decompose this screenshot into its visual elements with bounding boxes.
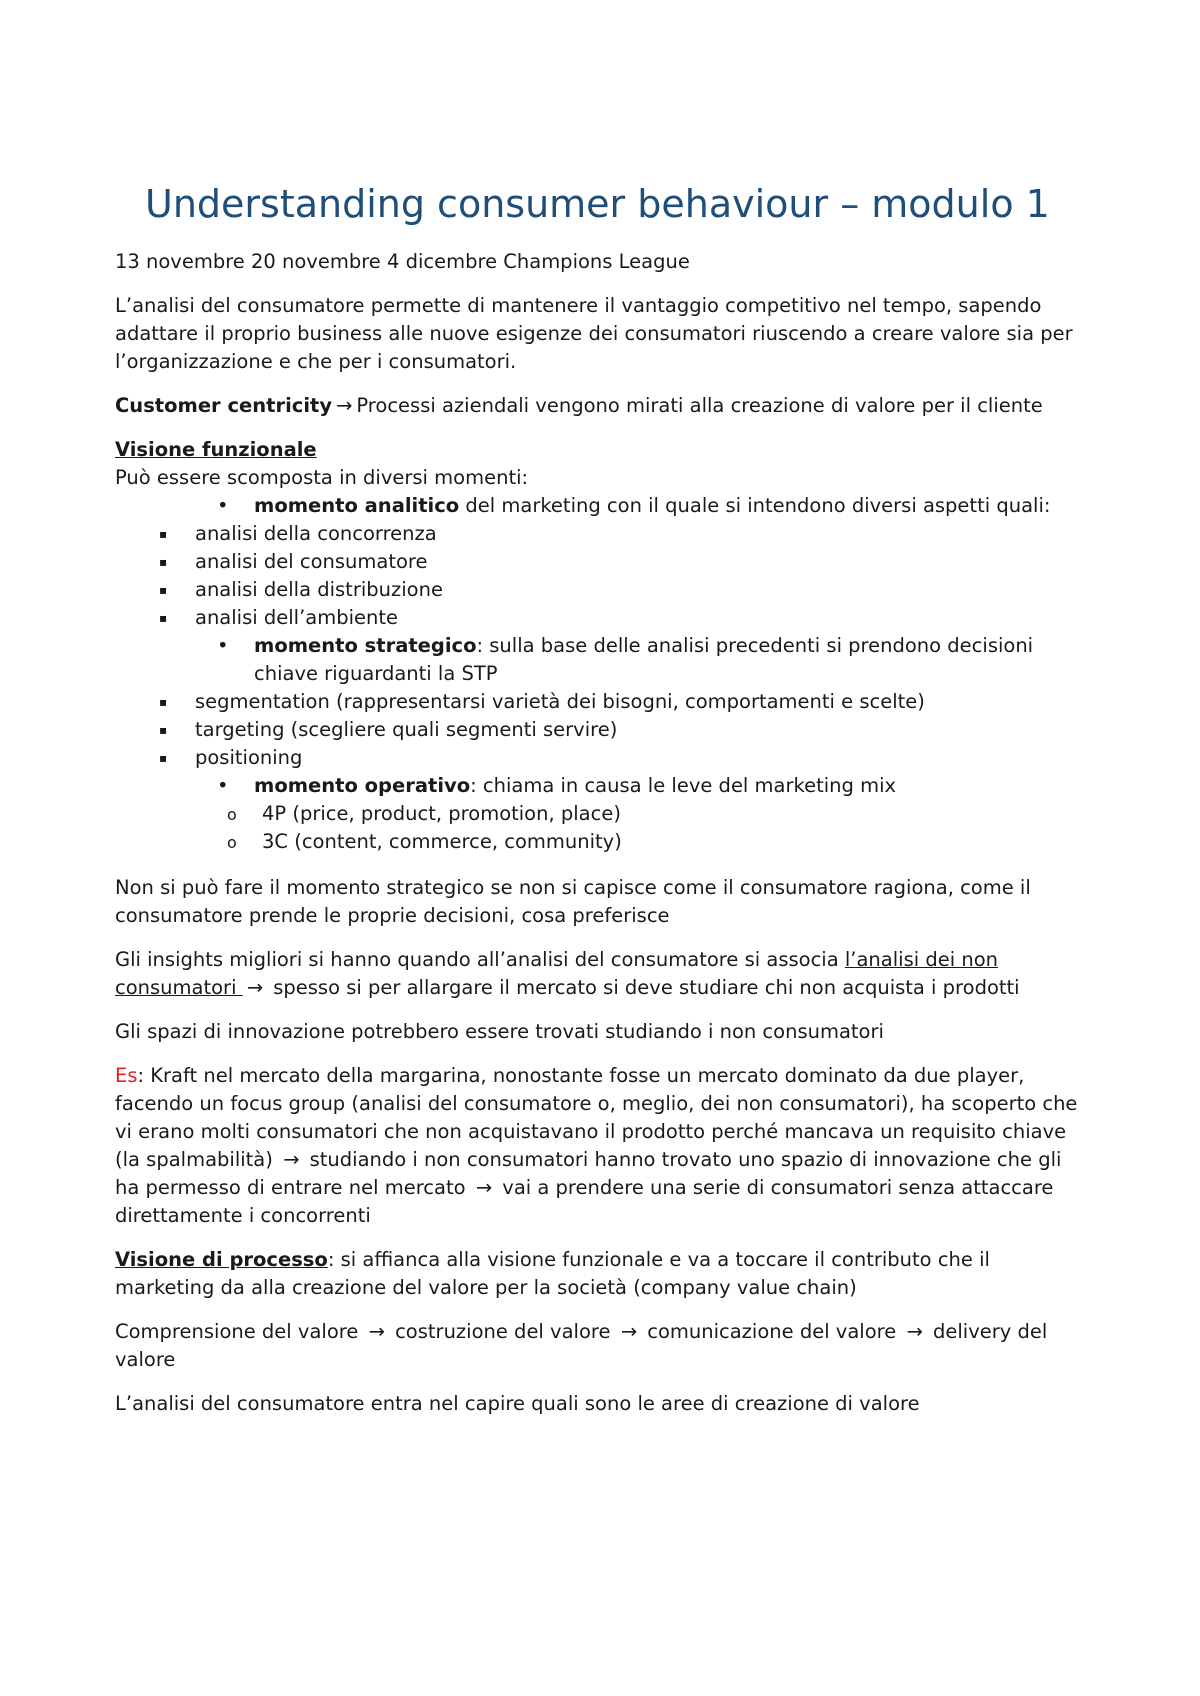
value-chain-paragraph (115, 1318, 1090, 1374)
bullet-square-icon: ▪ (159, 555, 168, 569)
example-paragraph (115, 1062, 1090, 1230)
list-item-momento-strategico (115, 632, 1090, 688)
chain-step: costruzione del valore (388, 1320, 617, 1343)
bullet-square-icon: ▪ (159, 751, 168, 765)
strategico-paragraph: Non si può fare il momento strategico se non si capisce come il consumatore ragiona, come il consumatore prende le proprie decisioni, cosa preferisce (115, 876, 1031, 927)
list-item (115, 520, 1090, 548)
list-item-momento-operativo (115, 772, 1090, 800)
list-item (115, 800, 1090, 828)
arrow-right-icon: → (246, 976, 264, 999)
list-item-text: positioning (195, 746, 303, 769)
arrow-right-icon: → (620, 1320, 638, 1343)
list-item (115, 548, 1090, 576)
arrow-right-icon: → (475, 1176, 493, 1199)
momento-analitico-label: momento analitico (254, 494, 460, 517)
momento-strategico-label: momento strategico (254, 634, 477, 657)
visione-funzionale-intro: Può essere scomposta in diversi momenti: (115, 466, 529, 489)
bullet-dot-icon: • (217, 774, 229, 797)
list-item (115, 688, 1090, 716)
bullet-circle-icon: o (227, 833, 237, 852)
list-item-text: 4P (price, product, promotion, place) (262, 802, 621, 825)
momento-strategico-text: : sulla base delle analisi precedenti si prendono decisioni chiave riguardanti la STP (254, 634, 1034, 685)
list-item (115, 828, 1090, 856)
list-item-momento-analitico (115, 492, 1090, 520)
list-item-text: targeting (scegliere quali segmenti servire) (195, 718, 618, 741)
chain-step: Comprensione del valore (115, 1320, 365, 1343)
insights-paragraph (115, 946, 1090, 1002)
arrow-right-icon: → (336, 394, 353, 417)
list-item-text: analisi della concorrenza (195, 522, 437, 545)
list-item-text: 3C (content, commerce, community) (262, 830, 622, 853)
list-item (115, 576, 1090, 604)
intro-paragraph: L’analisi del consumatore permette di mantenere il vantaggio competitivo nel tempo, sapendo adattare il proprio business alle nuove esigenze dei consumatori riuscendo a creare valore sia per l’organizzazione e che per i consumatori. (115, 294, 1073, 373)
list-item (115, 744, 1090, 772)
visione-funzionale-title: Visione funzionale (115, 438, 317, 461)
dates-line: 13 novembre 20 novembre 4 dicembre Champions League (115, 250, 690, 273)
list-item-text: analisi della distribuzione (195, 578, 443, 601)
customer-centricity-label: Customer centricity (115, 394, 333, 417)
insights-text-b: spesso si per allargare il mercato si deve studiare chi non acquista i prodotti (267, 976, 1020, 999)
example-text-c: vai a prendere una serie di consumatori senza attaccare direttamente i concorrenti (115, 1176, 1054, 1227)
momento-operativo-label: momento operativo (254, 774, 471, 797)
chain-step: comunicazione del valore (641, 1320, 903, 1343)
visione-processo-paragraph (115, 1246, 1090, 1302)
list-item-text: analisi del consumatore (195, 550, 428, 573)
arrow-right-icon: → (906, 1320, 923, 1343)
bullet-square-icon: ▪ (159, 527, 168, 541)
visione-funzionale-heading (115, 436, 1090, 464)
last-paragraph: L’analisi del consumatore entra nel capire quali sono le aree di creazione di valore (115, 1392, 920, 1415)
page-title: Understanding consumer behaviour – modulo 1 (145, 182, 1050, 226)
customer-centricity-paragraph (115, 392, 1090, 420)
visione-processo-text: : si affianca alla visione funzionale e va a toccare il contributo che il marketing da alla creazione del valore per la società (company value chain) (115, 1248, 990, 1299)
bullet-circle-icon: o (227, 805, 237, 824)
bullet-square-icon: ▪ (159, 583, 168, 597)
spazi-paragraph: Gli spazi di innovazione potrebbero essere trovati studiando i non consumatori (115, 1020, 884, 1043)
bullet-dot-icon: • (217, 634, 229, 657)
visione-processo-title: Visione di processo (115, 1248, 328, 1271)
list-item-text: segmentation (rappresentarsi varietà dei bisogni, comportamenti e scelte) (195, 690, 925, 713)
non-consumatori-link: l’analisi dei non consumatori (115, 948, 998, 999)
list-item-text: analisi dell’ambiente (195, 606, 399, 629)
momenti-list (115, 492, 1090, 856)
arrow-right-icon: → (368, 1320, 385, 1343)
bullet-square-icon: ▪ (159, 723, 168, 737)
arrow-right-icon: → (283, 1148, 300, 1171)
momento-operativo-text: : chiama in causa le leve del marketing mix (470, 774, 897, 797)
momento-analitico-text: del marketing con il quale si intendono diversi aspetti quali: (459, 494, 1051, 517)
insights-text-a: Gli insights migliori si hanno quando all’analisi del consumatore si associa (115, 948, 845, 971)
list-item (115, 604, 1090, 632)
bullet-square-icon: ▪ (159, 611, 168, 625)
chain-step: delivery del valore (115, 1320, 1048, 1371)
bullet-square-icon: ▪ (159, 695, 168, 709)
bullet-dot-icon: • (217, 494, 229, 517)
example-label: Es (115, 1064, 138, 1087)
example-text-a: : Kraft nel mercato della margarina, nonostante fosse un mercato dominato da due player, facendo un focus group (analisi del consumatore o, meglio, dei non consumatori), ha scoperto che vi erano molti consumatori che non acquistavano il prodotto perché mancava un requisito chiave (la spalmabilità) (115, 1064, 1078, 1171)
list-item (115, 716, 1090, 744)
customer-centricity-text: Processi aziendali vengono mirati alla creazione di valore per il cliente (356, 394, 1043, 417)
example-text-b: studiando i non consumatori hanno trovato uno spazio di innovazione che gli ha permesso di entrare nel mercato (115, 1148, 1062, 1199)
